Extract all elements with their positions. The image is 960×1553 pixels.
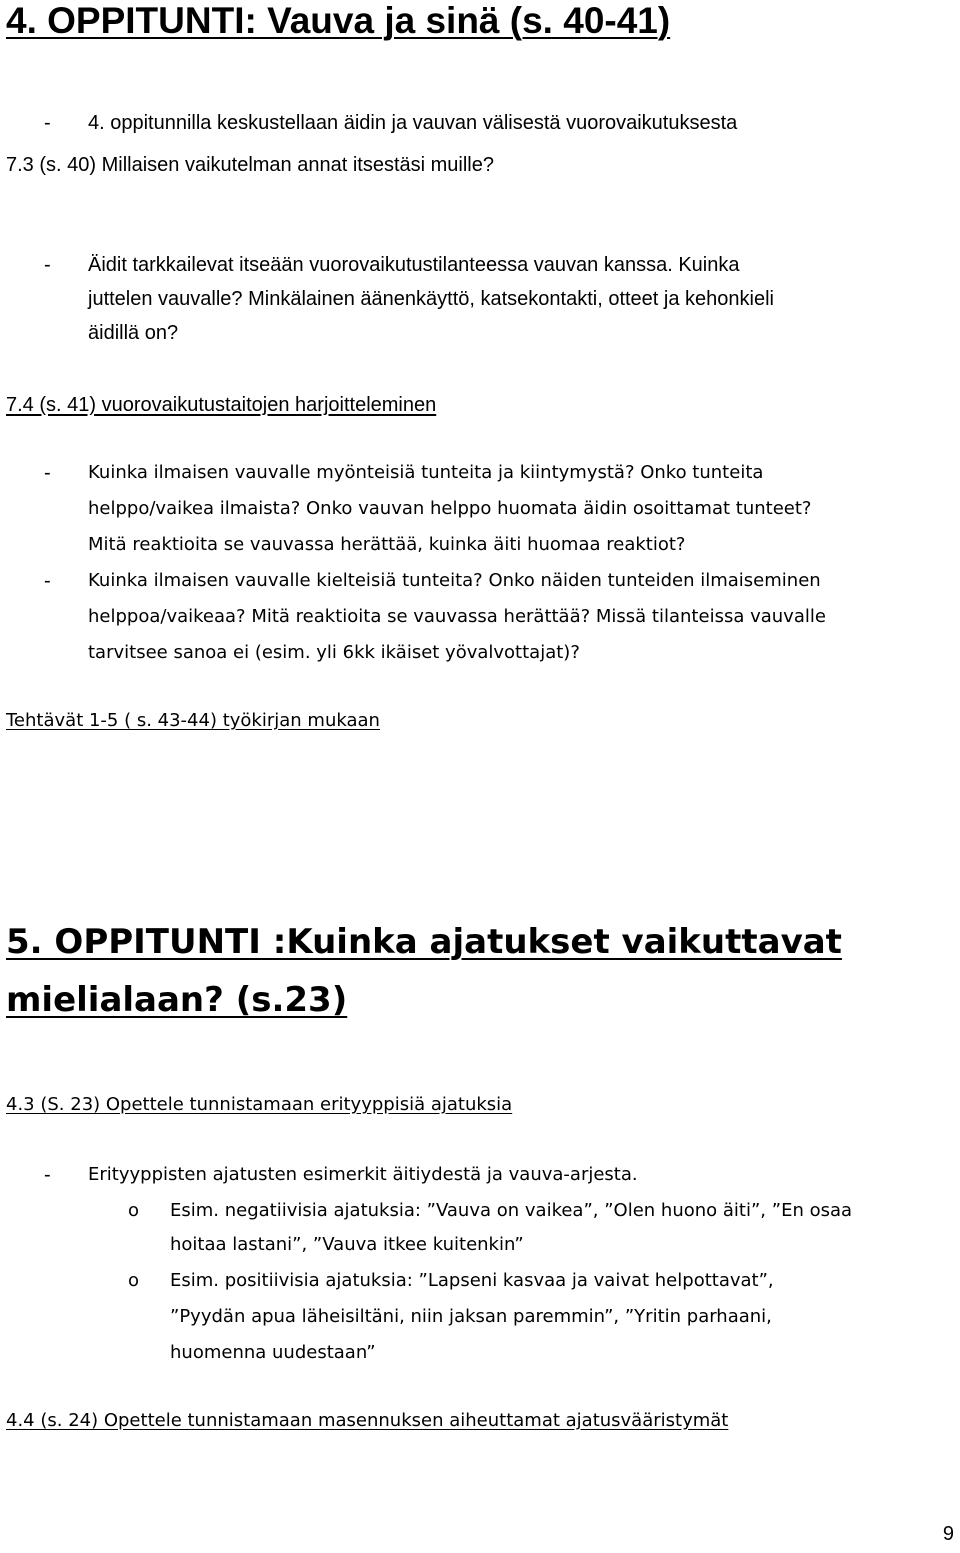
section-7-3-line-2: juttelen vauvalle? Minkälainen äänenkäyttö, katsekontakti, otteet ja kehonkieli bbox=[88, 288, 774, 310]
section-7-4-item-2-line-2: helppoa/vaikeaa? Mitä reaktioita se vauvassa herättää? Missä tilanteissa vauvalle bbox=[88, 606, 826, 627]
section-7-4-item-1-line-2: helppo/vaikea ilmaista? Onko vauvan helppo huomata äidin osoittamat tunteet? bbox=[88, 498, 812, 519]
section-4-3-sub-1-line-2: hoitaa lastani”, ”Vauva itkee kuitenkin” bbox=[170, 1234, 524, 1255]
section-4-3-sub-2-line-2: ”Pyydän apua läheisiltäni, niin jaksan paremmin”, ”Yritin parhaani, bbox=[170, 1306, 772, 1327]
section-4-3-sub-2-line-3: huomenna uudestaan” bbox=[170, 1342, 376, 1363]
section-7-4-item-2-line-3: tarvitsee sanoa ei (esim. yli 6kk ikäiset yövalvottajat)? bbox=[88, 642, 580, 663]
section-4-3-title: 4.3 (S. 23) Opettele tunnistamaan erityyppisiä ajatuksia bbox=[6, 1094, 513, 1115]
section-4-3-item-text: Erityyppisten ajatusten esimerkit äitiydestä ja vauva-arjesta. bbox=[88, 1164, 638, 1185]
lesson-5-heading-line-1: 5. OPPITUNTI :Kuinka ajatukset vaikuttavat bbox=[6, 922, 842, 962]
lesson-4-heading: 4. OPPITUNTI: Vauva ja sinä (s. 40-41) bbox=[6, 0, 671, 41]
section-7-3-dash: - bbox=[44, 254, 51, 276]
section-4-4-title: 4.4 (s. 24) Opettele tunnistamaan masennuksen aiheuttamat ajatusvääristymät bbox=[6, 1410, 729, 1431]
section-7-3-title: 7.3 (s. 40) Millaisen vaikutelman annat itsestäsi muille? bbox=[6, 154, 494, 176]
section-4-3-sub-2-line-1: Esim. positiivisia ajatuksia: ”Lapseni kasvaa ja vaivat helpottavat”, bbox=[170, 1270, 774, 1291]
section-7-4-item-1-dash: - bbox=[44, 462, 51, 484]
intro-dash: - bbox=[44, 112, 51, 134]
page-number: 9 bbox=[942, 1523, 954, 1545]
section-4-3-sub-2-bullet: o bbox=[128, 1270, 140, 1291]
section-7-4-item-2-line-1: Kuinka ilmaisen vauvalle kielteisiä tunteita? Onko näiden tunteiden ilmaiseminen bbox=[88, 570, 821, 591]
tasks-reference: Tehtävät 1-5 ( s. 43-44) työkirjan mukaan bbox=[6, 710, 380, 731]
section-4-3-sub-1-line-1: Esim. negatiivisia ajatuksia: ”Vauva on vaikea”, ”Olen huono äiti”, ”En osaa bbox=[170, 1200, 853, 1221]
intro-text: 4. oppitunnilla keskustellaan äidin ja vauvan välisestä vuorovaikutuksesta bbox=[88, 112, 738, 134]
section-7-4-title: 7.4 (s. 41) vuorovaikutustaitojen harjoitteleminen bbox=[6, 394, 437, 416]
section-7-4-item-2-dash: - bbox=[44, 570, 51, 592]
lesson-5-heading-line-2: mielialaan? (s.23) bbox=[6, 980, 348, 1020]
section-4-3-sub-1-bullet: o bbox=[128, 1200, 140, 1221]
section-4-3-dash: - bbox=[44, 1164, 51, 1186]
section-7-3-line-1: Äidit tarkkailevat itseään vuorovaikutustilanteessa vauvan kanssa. Kuinka bbox=[88, 254, 740, 276]
section-7-3-line-3: äidillä on? bbox=[88, 322, 179, 344]
section-7-4-item-1-line-3: Mitä reaktioita se vauvassa herättää, kuinka äiti huomaa reaktiot? bbox=[88, 534, 686, 555]
section-7-4-item-1-line-1: Kuinka ilmaisen vauvalle myönteisiä tunteita ja kiintymystä? Onko tunteita bbox=[88, 462, 764, 483]
